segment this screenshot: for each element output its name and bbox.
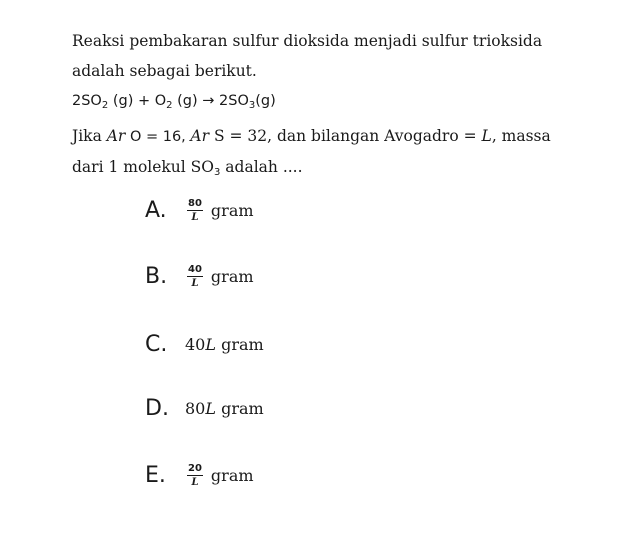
question-line-2: adalah sebagai berikut.	[72, 62, 257, 80]
fraction: $\frac{40}{L}$	[188, 263, 202, 289]
fraction: $\frac{20}{L}$	[188, 462, 202, 488]
reaction-equation: $2SO_2$ $(g) + O_2$ $(g) \to 2SO_3(g)$	[72, 93, 276, 111]
option-letter: A.	[145, 197, 167, 223]
question-line-4: Jika Ar O = 16, Ar S = 32, dan bilangan Avogadro = L, massa	[72, 127, 551, 145]
option-b[interactable]	[145, 256, 254, 296]
option-letter: B.	[145, 263, 168, 289]
option-a[interactable]	[145, 190, 254, 230]
option-d[interactable]	[145, 388, 264, 428]
option-value: $\frac{80}{L}$ gram	[188, 197, 254, 223]
option-e[interactable]	[145, 455, 254, 495]
option-c[interactable]	[145, 324, 264, 364]
fraction: $\frac{80}{L}$	[188, 197, 202, 223]
option-value: 40L gram	[185, 334, 264, 354]
question-text	[72, 26, 612, 188]
option-value: $\frac{40}{L}$ gram	[188, 263, 254, 289]
question-line-5: dari 1 molekul $SO_3$ adalah ....	[72, 158, 303, 178]
option-letter: D.	[145, 395, 169, 421]
option-letter: E.	[145, 462, 166, 488]
question-line-1: Reaksi pembakaran sulfur dioksida menjadi sulfur trioksida	[72, 32, 543, 50]
option-value: 80L gram	[185, 398, 264, 418]
option-value: $\frac{20}{L}$ gram	[188, 462, 254, 488]
option-letter: C.	[145, 331, 168, 357]
